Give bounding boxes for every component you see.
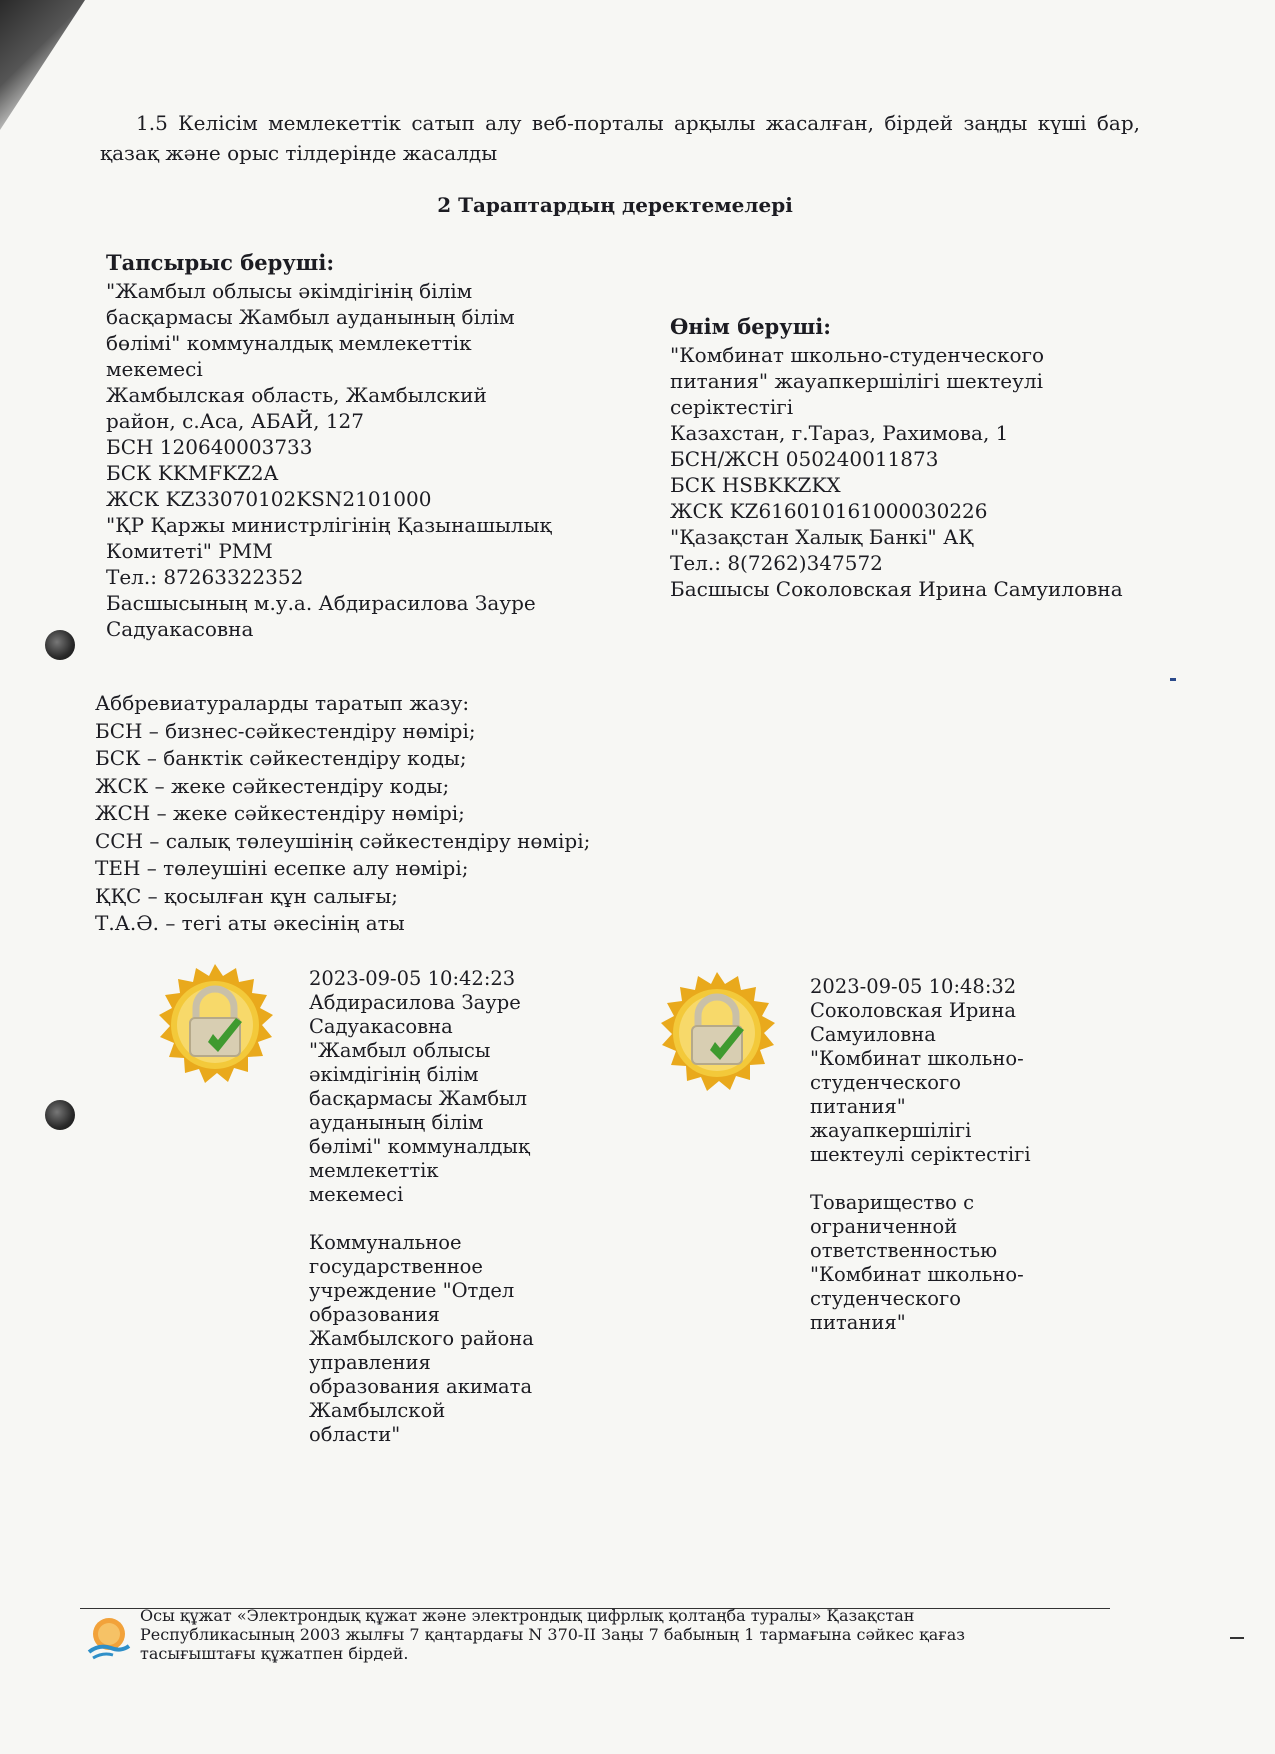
signature-line: учреждение "Отдел [309, 1279, 515, 1302]
scanned-page-fold-shadow [0, 0, 85, 130]
e-government-logo-icon [83, 1612, 133, 1662]
customer-line: ЖСК KZ33070102KSN2101000 [106, 487, 432, 511]
abbreviation-item: ЖСН – жеке сәйкестендіру нөмірі; [95, 801, 465, 825]
signature-info-customer [309, 967, 534, 1447]
signature-info-supplier [810, 975, 1031, 1335]
customer-line: БСН 120640003733 [106, 435, 313, 459]
signature-line: ограниченной [810, 1215, 958, 1238]
supplier-line: питания" жауапкершілігі шектеулі [670, 369, 1043, 393]
abbreviation-item: БСК – банктік сәйкестендіру коды; [95, 746, 467, 770]
signature-line: Коммунальное [309, 1231, 462, 1254]
customer-line: Тел.: 87263322352 [106, 565, 304, 589]
signature-line [309, 1207, 534, 1231]
signature-timestamp: 2023-09-05 10:48:32 [810, 975, 1017, 998]
supplier-line: БСН/ЖСН 050240011873 [670, 447, 939, 471]
abbreviations-list [95, 690, 590, 938]
signature-line: әкімдігінің білім [309, 1063, 479, 1086]
punch-hole-lower [45, 1100, 75, 1130]
customer-heading: Тапсырыс беруші: [106, 250, 335, 275]
customer-line: бөлімі" коммуналдық мемлекеттік [106, 331, 472, 355]
clause-1-5-paragraph: 1.5 Келісім мемлекеттік сатып алу веб-порталы арқылы жасалған, бірдей заңды күші бар, қазақ және орыс тілдерінде жасалды [100, 111, 1140, 165]
signature-line: государственное [309, 1255, 483, 1278]
signature-line: мекемесі [309, 1183, 404, 1206]
footer-legal-note [140, 1606, 965, 1663]
customer-line: БСК KKMFKZ2A [106, 461, 279, 485]
customer-line: мекемесі [106, 357, 203, 381]
abbreviation-item: ССН – салық төлеушінің сәйкестендіру нөмірі; [95, 828, 591, 853]
signature-line: образования акимата [309, 1375, 533, 1398]
signature-line [810, 1167, 1031, 1191]
signature-line: студенческого [810, 1071, 961, 1094]
customer-details [106, 250, 552, 642]
signature-line: управления [309, 1351, 431, 1374]
abbreviation-item: ҚҚС – қосылған құн салығы; [95, 883, 399, 908]
footer-line: тасығыштағы құжатпен бірдей. [140, 1644, 409, 1663]
digital-signature-seal-icon [652, 970, 782, 1100]
customer-line: Комитеті" РММ [106, 539, 273, 563]
supplier-heading: Өнім беруші: [670, 314, 831, 339]
supplier-details [670, 314, 1123, 602]
supplier-line: Тел.: 8(7262)347572 [670, 551, 883, 575]
supplier-line: Басшысы Соколовская Ирина Самуиловна [670, 577, 1123, 601]
ink-speck [1230, 1637, 1244, 1639]
signature-line: ответственностью [810, 1239, 998, 1262]
signature-line: области" [309, 1423, 401, 1446]
abbreviation-item: БСН – бизнес-сәйкестендіру нөмірі; [95, 718, 476, 743]
signature-line: Абдирасилова Зауре [309, 991, 521, 1014]
signature-line: "Жамбыл облысы [309, 1039, 491, 1062]
supplier-line: БСК HSBKKZKX [670, 473, 841, 497]
signature-line: Жамбылского района [309, 1327, 534, 1350]
abbreviation-item: Т.А.Ә. – тегі аты әкесінің аты [95, 911, 405, 935]
supplier-line: Казахстан, г.Тараз, Рахимова, 1 [670, 421, 1009, 445]
signature-line: "Комбинат школьно- [810, 1263, 1024, 1286]
supplier-line: ЖСК KZ616010161000030226 [670, 499, 988, 523]
signature-line: жауапкершілігі [810, 1119, 972, 1142]
abbreviation-item: ТЕН – төлеушіні есепке алу нөмірі; [95, 856, 469, 880]
signature-line: "Комбинат школьно- [810, 1047, 1024, 1070]
signature-line: бөлімі" коммуналдық [309, 1135, 530, 1158]
signature-line: Товарищество с [810, 1191, 975, 1214]
customer-line: район, с.Аса, АБАЙ, 127 [106, 409, 365, 433]
punch-hole-upper [45, 630, 75, 660]
customer-line: Садуакасовна [106, 617, 254, 641]
signature-line: мемлекеттік [309, 1159, 439, 1182]
digital-signature-seal-icon [150, 962, 280, 1092]
customer-line: басқармасы Жамбыл ауданының білім [106, 305, 515, 329]
signature-line: шектеулі серіктестігі [810, 1143, 1031, 1166]
footer-line: Осы құжат «Электрондық құжат және электрондық цифрлық қолтаңба туралы» Қазақстан [140, 1606, 915, 1625]
signature-line: питания" [810, 1311, 906, 1334]
footer-line: Республикасының 2003 жылғы 7 қаңтардағы N 370-II Заңы 7 бабының 1 тармағына сәйкес қағаз [140, 1625, 965, 1644]
ink-speck [1170, 678, 1176, 681]
abbreviations-heading: Аббревиатураларды таратып жазу: [95, 691, 470, 715]
signature-line: Жамбылской [309, 1399, 446, 1422]
signature-line: Самуиловна [810, 1023, 936, 1046]
customer-line: "ҚР Қаржы министрлігінің Қазынашылық [106, 513, 552, 537]
signature-line: питания" [810, 1095, 906, 1118]
signature-timestamp: 2023-09-05 10:42:23 [309, 967, 516, 990]
supplier-line: серіктестігі [670, 395, 794, 419]
abbreviation-item: ЖСК – жеке сәйкестендіру коды; [95, 773, 450, 798]
customer-line: "Жамбыл облысы әкімдігінің білім [106, 279, 473, 303]
signature-line: Садуакасовна [309, 1015, 453, 1038]
customer-line: Жамбылская область, Жамбылский [106, 383, 487, 407]
section-title: 2 Тараптардың деректемелері [437, 193, 793, 217]
supplier-line: "Комбинат школьно-студенческого [670, 343, 1045, 367]
signature-line: ауданының білім [309, 1111, 484, 1134]
supplier-line: "Қазақстан Халық Банкі" АҚ [670, 525, 974, 549]
signature-line: Соколовская Ирина [810, 999, 1017, 1022]
signature-line: образования [309, 1303, 440, 1326]
signature-line: басқармасы Жамбыл [309, 1087, 527, 1110]
signature-line: студенческого [810, 1287, 961, 1310]
customer-line: Басшысының м.у.а. Абдирасилова Зауре [106, 591, 536, 615]
